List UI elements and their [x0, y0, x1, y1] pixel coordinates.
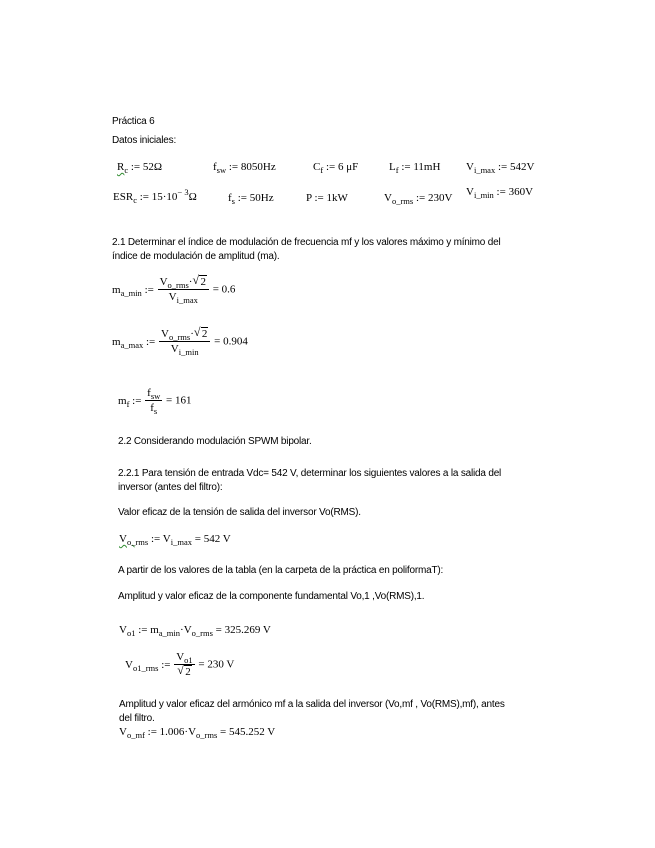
section-2-2-1-line1: 2.2.1 Para tensión de entrada Vdc= 542 V, determinar los siguientes valores a la salida del [118, 468, 502, 479]
eq-ma-max-fraction: $V_{o\_rms}\cdot$ √ 2 $V_{i\_min}$ [159, 328, 210, 355]
datos-label: Datos iniciales: [112, 135, 177, 146]
page-title: Práctica 6 [112, 116, 155, 127]
param-vimin[interactable]: $V_{i\_min}$ := 360V [466, 186, 534, 200]
armonico-line2: del filtro. [119, 713, 155, 724]
eq-vo1-rms-fraction: $V_{o1}$ √ 2 [176, 651, 193, 678]
valor-eficaz-text: Valor eficaz de la tensión de salida del inversor Vo(RMS). [118, 507, 361, 518]
eq-mf[interactable]: $m_f$ := $\frac{f_{sw}}{f_s}$ = 161 [118, 387, 192, 416]
eq-vo1[interactable]: $V_{o1}$ := $m_{a\_min}\cdot V_{o\_rms} = 325.269$ V [119, 624, 271, 638]
eq-ma-min-fraction: $V_{o\_rms}\cdot$ √ 2 $V_{i\_max}$ [158, 276, 209, 303]
section-2-2-1-line2: inversor (antes del filtro): [118, 482, 223, 493]
param-vorms[interactable]: $V_{o\_rms}$ := 230V [384, 192, 453, 206]
param-lf[interactable]: $L_f$ := 11mH [389, 161, 441, 175]
param-esr[interactable]: $ESR_c$ := $15\cdot 10^{- 3}\Omega$ [113, 187, 197, 205]
param-r-symbol: $R_c$ [117, 161, 129, 175]
eq-mf-fraction: $\frac{f_{sw}}{f_s}$ [147, 387, 161, 416]
param-fs[interactable]: $f_s$ := 50Hz [228, 192, 274, 206]
param-fsw[interactable]: $f_{sw}$ := 8050Hz [213, 161, 276, 175]
eq-vo-mf[interactable]: $V_{o\_mf}$ := $1.006\cdot V_{o\_rms} = 545.252$ V [119, 726, 276, 740]
eq-ma-min[interactable]: $m_{a\_min}$ := $V_{o\_rms}\cdot$ √ 2 $V_{i\_max}$ = 0.6 [112, 273, 236, 305]
eq-ma-max[interactable]: $m_{a\_max}$ := $V_{o\_rms}\cdot$ √ 2 $V_{i\_min}$ = 0.904 [112, 325, 248, 357]
section-2-2: 2.2 Considerando modulación SPWM bipolar. [118, 436, 312, 447]
eq-vo-rms[interactable]: $V_{o\_rms}$ := $V_{i\_max} = 542$ V [119, 533, 231, 547]
a-partir-text: A partir de los valores de la tabla (en la carpeta de la práctica en poliformaT): [118, 565, 444, 576]
param-p[interactable]: P := 1kW [306, 192, 348, 204]
param-r[interactable]: $R_c$ := 52Ω [117, 161, 163, 175]
eq-vo-rms-lhs: $V_{o\_rms}$ [119, 533, 149, 547]
eq-vo1-rms[interactable]: $V_{o1\_rms}$ := $V_{o1}$ √ 2 = 230 V [125, 651, 235, 678]
section-2-1-line1: 2.1 Determinar el índice de modulación de frecuencia mf y los valores máximo y mínimo del [112, 237, 501, 248]
amplitud-text: Amplitud y valor eficaz de la componente fundamental Vo,1 ,Vo(RMS),1. [118, 591, 425, 602]
param-vimax[interactable]: $V_{i\_max}$ := 542V [466, 161, 535, 175]
param-cf[interactable]: $C_f$ := 6 μF [313, 161, 359, 175]
section-2-1-line2: índice de modulación de amplitud (ma). [112, 251, 280, 262]
armonico-line1: Amplitud y valor eficaz del armónico mf a la salida del inversor (Vo,mf , Vo(RMS),mf), antes [119, 699, 505, 710]
